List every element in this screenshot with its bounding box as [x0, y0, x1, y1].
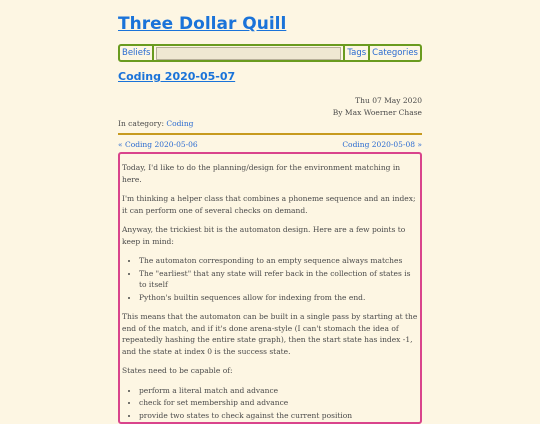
prev-post-link[interactable]: « Coding 2020-05-06 — [118, 140, 198, 149]
nav-beliefs-link[interactable]: Beliefs — [122, 48, 151, 58]
list-item: • perform a literal match and advance — [139, 385, 418, 397]
paragraph: Today, I'd like to do the planning/design for the environment matching in here. — [122, 163, 401, 184]
post-title-link[interactable]: Coding 2020-05-07 — [118, 70, 236, 83]
list-item: • provide two states to check against the current position — [139, 410, 418, 422]
nav-separator — [152, 46, 154, 60]
bullet-list — [122, 255, 418, 303]
paragraph: I'm thinking a helper class that combines a phoneme sequence and an index; it can perform one of several checks on demand. — [122, 194, 416, 215]
paragraph: States need to be capable of: — [122, 366, 233, 375]
list-item: • The automaton corresponding to an empty sequence always matches — [139, 255, 418, 267]
post-meta — [333, 95, 422, 119]
list-item: • check for set membership and advance — [139, 397, 418, 409]
divider — [118, 133, 422, 135]
post-content — [118, 152, 422, 424]
paragraph: Anyway, the trickiest bit is the automaton design. Here are a few points to keep in mind: — [122, 225, 406, 246]
post-pager — [118, 140, 422, 149]
category-label: In category: — [118, 119, 164, 128]
category-link[interactable]: Coding — [166, 119, 194, 128]
nav-tags-link[interactable]: Tags — [347, 48, 367, 58]
paragraph: This means that the automaton can be built in a single pass by starting at the end of the match, and if it's done arena-style (I can't stomach the idea of repeatedly hashing the entire state graph), then the start state has index -1, and the state at index 0 is the success state. — [122, 312, 418, 356]
site-title-link[interactable]: Three Dollar Quill — [118, 14, 287, 34]
post-author: By Max Woerner Chase — [332, 108, 422, 117]
post-category — [118, 119, 193, 128]
next-post-link[interactable]: Coding 2020-05-08 » — [342, 140, 422, 149]
list-item: • The "earliest" that any state will refer back in the collection of states is to itself — [139, 268, 418, 291]
post-date: Thu 07 May 2020 — [355, 96, 422, 105]
list-item: • Python's builtin sequences allow for indexing from the end. — [139, 292, 418, 304]
search-input[interactable] — [156, 47, 341, 60]
nav-bar — [118, 44, 422, 62]
nav-categories-link[interactable]: Categories — [372, 48, 418, 58]
bullet-list — [122, 385, 418, 422]
